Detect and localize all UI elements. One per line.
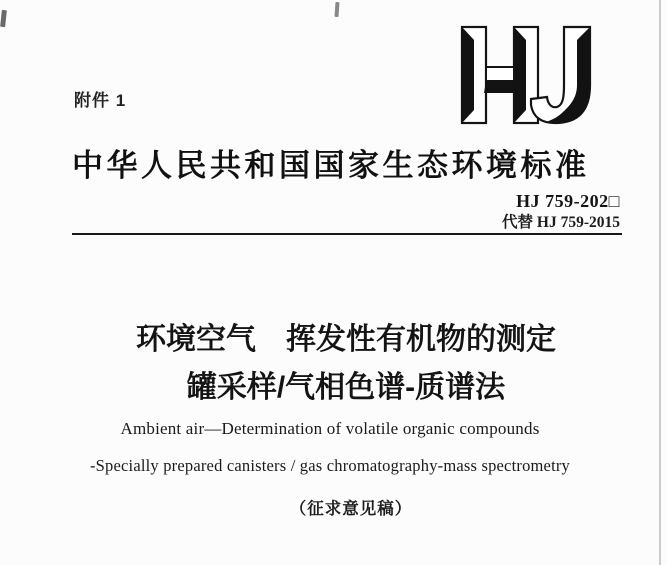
draft-status-label: （征求意见稿） (289, 500, 413, 518)
header-rule (72, 233, 622, 235)
scan-speck (0, 10, 7, 27)
scan-speck (334, 2, 339, 17)
scan-edge-line (659, 0, 661, 565)
title-en-line1: Ambient air—Determination of volatile organic compounds (120, 419, 540, 438)
title-cn-line2: 罐采样/气相色谱-质谱法 (186, 371, 506, 404)
title-cn-line1: 环境空气 挥发性有机物的测定 (136, 323, 556, 356)
hj-logo (458, 22, 622, 128)
attachment-label: 附件 1 (74, 91, 127, 110)
org-title: 中华人民共和国国家生态环境标准 (72, 148, 590, 183)
replaces-note: 代替 HJ 759-2015 (502, 214, 620, 231)
standard-number: HJ 759-202□ (516, 191, 620, 211)
standard-number-block (360, 190, 620, 233)
title-en-line2: -Specially prepared canisters / gas chromatography-mass spectrometry (89, 456, 570, 475)
